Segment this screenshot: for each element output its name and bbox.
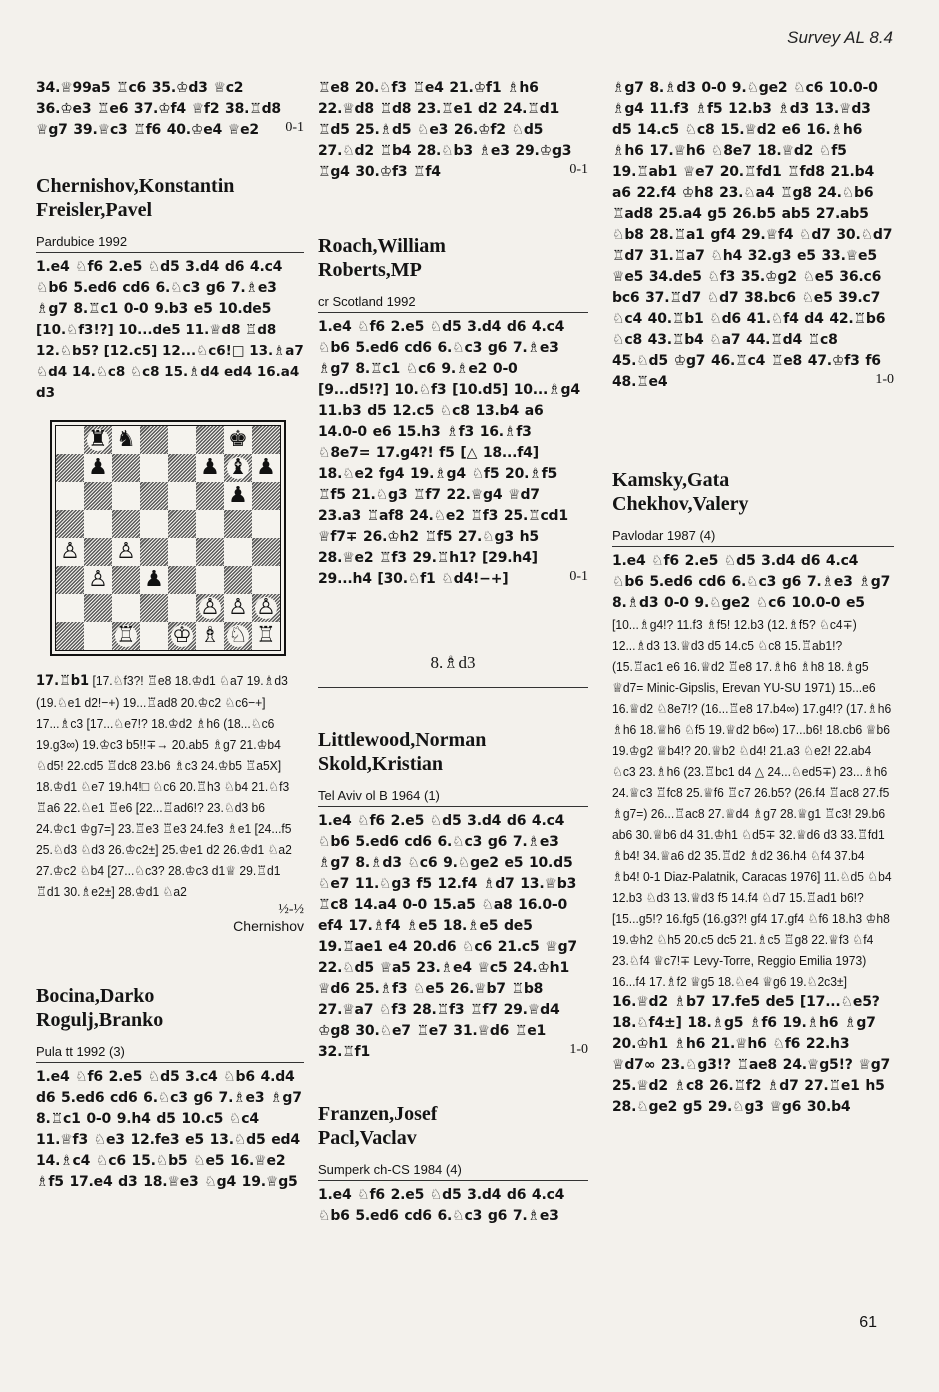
board-square — [140, 566, 168, 594]
board-square — [224, 510, 252, 538]
game-littlewood-skold — [318, 728, 588, 1058]
game-kamsky-chekhov — [612, 468, 894, 1118]
chess-piece: ♝ — [228, 455, 248, 480]
section-title: 8.♗d3 — [318, 653, 588, 688]
board-square — [196, 454, 224, 482]
players-heading: Kamsky,Gata Chekhov,Valery — [612, 469, 749, 515]
moves-text: 1.e4 ♘f6 2.e5 ♘d5 3.d4 d6 4.c4 ♘b6 5.ed6 cd6 6.♘c3 g6 7.♗e3 ♗g7 8.♖c1 ♘c6 9.♗e2 0-0 [9...d5!?] 10.♘f3 [10.d5] 10...♗g4 11.b3 d5 12.c5 ♘c8 13.b4 a6 14.0-0 e6 15.h3 ♗f3 16.♗f3 ♘8e7= 17.g4?! f5 [△ 18...f4] 18.♘e2 fg4 19.♗g4 ♘f5 20.♗f5 ♖f5 21.♘g3 ♖f7 22.♕g4 ♕d7 23.a3 ♖af8 24.♘e2 ♖f3 25.♖cd1 ♕f7∓ 26.♔h2 ♖f5 27.♘g3 h5 28.♕e2 ♖f3 29.♖h1? [29.h4] 29...h4 [30.♘f1 ♘d4!−+] — [318, 319, 580, 587]
chess-diagram — [50, 420, 286, 656]
event-line: Sumperk ch-CS 1984 (4) — [318, 1162, 588, 1181]
game-result: 0-1 — [569, 569, 588, 584]
board-square — [252, 566, 280, 594]
chess-piece: ♞ — [116, 427, 136, 452]
game-result: ½-½ — [278, 902, 304, 917]
players-heading: Littlewood,Norman Skold,Kristian — [318, 729, 487, 775]
board-square — [112, 622, 140, 650]
board-square — [140, 538, 168, 566]
chess-piece: ♟ — [200, 455, 220, 480]
board-square — [84, 482, 112, 510]
board-square — [196, 510, 224, 538]
board-square — [224, 426, 252, 454]
board-square — [168, 454, 196, 482]
chess-piece: ♙ — [256, 595, 276, 620]
chess-piece: ♖ — [116, 623, 136, 648]
players-heading: Bocina,Darko Rogulj,Branko — [36, 985, 164, 1031]
board-square — [196, 622, 224, 650]
players-heading: Franzen,Josef Pacl,Vaclav — [318, 1103, 438, 1149]
board-square — [84, 454, 112, 482]
board-square — [252, 454, 280, 482]
board-square — [196, 426, 224, 454]
board-square — [112, 482, 140, 510]
chess-piece: ♙ — [88, 567, 108, 592]
game-franzen-pacl — [318, 1102, 588, 1227]
board-square — [56, 594, 84, 622]
moves-text: 16.♕d2 ♗b7 17.fe5 de5 [17...♘e5? 18.♘f4±] 18.♗g5 ♗f6 19.♗h6 ♗g7 20.♔h1 ♗h6 21.♕h6 ♘f6 22.h3 ♕d7∞ 23.♘g3!? ♖ae8 24.♕g5!? ♕g7 25.♕d2 ♗c8 26.♖f2 ♗d7 27.♖e1 h5 28.♘ge2 g5 29.♘g3 ♕g6 30.b4 — [612, 994, 891, 1115]
continuation-result: 1-0 — [875, 372, 894, 387]
event-line: Pavlodar 1987 (4) — [612, 528, 894, 547]
notes-text: [10...♗g4!? 11.f3 ♗f5! 12.b3 (12.♗f5? ♘c4∓) 12...♗d3 13.♕d3 d5 14.c5 ♘c8 15.♖ab1!? (15.♖ac1 e6 16.♕d2 ♖e8 17.♗h6 ♗h8 18.♗g5 ♕d7= Minic-Gipslis, Erevan YU-SU 1971) 15...e6 16.♕d2 ♘8e7!? (16...♖e8 17.b4∞) 17.g4!? (17.♗h6 ♗h6 18.♕h6 ♘f5 19.♕d2 b6∞) 17...b6! 18.cb6 ♕b6 19.♔g2 ♕b4!? 20.♕b2 ♘d4! 21.a3 ♘e2! 22.ab4 ♘c3 23.♗h6 (23.♖bc1 d4 △ 24...♘ed5∓) 23...♗h6 24.♕c3 ♖fc8 25.♕f6 ♖c7 26.b5? (26.f4 ♖ac8 27.f5 ♗g7=) 26...♖ac8 27.♕d4 ♗g7 28.♕g1 ♖c3! 29.b6 ab6 30.♕b6 d4 31.♔h1 ♘d5∓ 32.♕d6 d3 33.♖fd1 ♗b4! 34.♕a6 d2 35.♖d2 ♗d2 36.h4 ♘f4 37.b4 ♗b4! 0-1 Diaz-Palatnik, Caracas 1976] 11.♘d5 ♘b4 12.b3 ♘d3 13.♕d3 f5 14.f4 ♘d7 15.♖ad1 b6!? — [612, 617, 892, 905]
notes-text — [36, 670, 303, 902]
board-square — [252, 622, 280, 650]
players-heading: Roach,William Roberts,MP — [318, 235, 446, 281]
board-square — [112, 566, 140, 594]
board-square — [196, 538, 224, 566]
board-square — [140, 594, 168, 622]
board-square — [196, 594, 224, 622]
board-square — [112, 594, 140, 622]
moves-text: 1.e4 ♘f6 2.e5 ♘d5 3.c4 ♘b6 4.d4 d6 5.ed6 cd6 6.♘c3 g6 7.♗e3 ♗g7 8.♖c1 0-0 9.h4 d5 10.c5 ♘c4 11.♕f3 ♘e3 12.fe3 e5 13.♘d5 ed4 14.♗c4 ♘c6 15.♘b5 ♘e5 16.♕e2 ♗f5 17.e4 d3 18.♕e3 ♘g4 19.♕g5 — [36, 1069, 302, 1190]
board-square — [84, 622, 112, 650]
chess-piece: ♙ — [116, 539, 136, 564]
event-line: Pardubice 1992 — [36, 234, 304, 253]
chess-piece: ♟ — [144, 567, 164, 592]
chess-piece: ♔ — [172, 623, 192, 648]
annotation-text: [17.♘f3?! ♖e8 18.♔d1 ♘a7 19.♗d3 (19.♘e1 d2!−+) 19...♖ad8 20.♔c2 ♘c6−+] 17...♗c3 [17...♘e7!? 18.♔d2 ♗h6 (18...♘c6 19.g3∞) 19.♔c3 b5!!∓→ 20.ab5 ♗g7 21.♔b4 ♘d5! 22.cd5 ♖dc8 23.b6 ♗c3 24.♔b5 ♖a5X] 18.♔d1 ♘e7 19.h4!□ ♘c6 20.♖h3 ♘b4 21.♘f3 ♖a6 22.♘e1 ♖e6 [22...♖ad6!? 23.♘d3 b6 24.♔c1 ♔g7=] 23.♖e3 ♖e3 24.fe3 ♗e1 [24...f5 25.♘d3 ♘d3 26.♔c2±] 25.♔e1 d2 26.♔d1 ♘a2 27.♔c2 ♘b4 [27...♘c3? 28.♔c3 d1♕ 29.♖d1 ♖d1 30.♗e2±] 28.♔d1 ♘a2 — [36, 673, 292, 899]
continuation-moves: ♗g7 8.♗d3 0-0 9.♘ge2 ♘c6 10.0-0 ♗g4 11.f3 ♗f5 12.b3 ♗d3 13.♕d3 d5 14.c5 ♘c8 15.♕d2 e6 16.♗h6 ♗h6 17.♕h6 ♘8e7 18.♕d2 ♘f5 19.♖ab1 ♕e7 20.♖fd1 ♖fd8 21.b4 a6 22.f4 ♔h8 23.♘a4 ♖g8 24.♘b6 ♖ad8 25.a4 g5 26.b5 ab5 27.ab5 ♘b8 28.♖a1 gf4 29.♕f4 ♘d7 30.♘d7 ♖d7 31.♖a7 ♘h4 32.g3 e5 33.♕e5 ♕e5 34.de5 ♘f3 35.♔g2 ♘e5 36.c6 bc6 37.♖d7 ♘d7 38.bc6 ♘e5 39.c7 ♘c4 40.♖b1 ♘d6 41.♘f4 d4 42.♖b6 ♘c8 43.♖b4 ♘a7 44.♖d4 ♖c8 45.♘d5 ♔g7 46.♖c4 ♖e8 47.♔f3 f6 48.♖e4 — [612, 80, 893, 390]
board-square — [252, 426, 280, 454]
board-square — [56, 426, 84, 454]
notes-text: [15...g5!? 16.fg5 (16.g3?! gf4 17.gf4 ♘f6 18.h3 ♔h8 19.♔h2 ♘h5 20.c5 dc5 21.♗c5 ♖g8 22.♕f3 ♘f4 23.♘f4 ♕c7!∓ Levy-Torre, Reggio Emilia 1973) 16...f4 17.♗f2 ♕g5 18.♘e4 ♕g6 19.♘2c3±] — [612, 911, 890, 989]
players-heading: Chernishov,Konstantin Freisler,Pavel — [36, 175, 235, 221]
chess-piece: ♟ — [88, 455, 108, 480]
board-square — [84, 426, 112, 454]
board-square — [112, 454, 140, 482]
chess-piece: ♘ — [228, 623, 248, 648]
move-text: 17.♖b1 — [36, 673, 90, 689]
board-square — [224, 538, 252, 566]
board-square — [84, 538, 112, 566]
continuation-result: 0-1 — [285, 120, 304, 135]
board-square — [168, 622, 196, 650]
board-square — [56, 566, 84, 594]
annotator-name: Chernishov — [233, 918, 304, 934]
board-square — [140, 510, 168, 538]
event-line: Pula tt 1992 (3) — [36, 1044, 304, 1063]
continuation-moves: ♖e8 20.♘f3 ♖e4 21.♔f1 ♗h6 22.♕d8 ♖d8 23.♖e1 d2 24.♖d1 ♖d5 25.♗d5 ♘e3 26.♔f2 ♘d5 27.♘d2 ♖b4 28.♘b3 ♗e3 29.♔g3 ♖g4 30.♔f3 ♖f4 — [318, 80, 572, 180]
moves-text: 1.e4 ♘f6 2.e5 ♘d5 3.d4 d6 4.c4 ♘b6 5.ed6 cd6 6.♘c3 g6 7.♗e3 — [318, 1187, 565, 1224]
board-square — [56, 622, 84, 650]
continuation-block — [36, 78, 304, 141]
board-square — [140, 454, 168, 482]
chess-piece: ♟ — [256, 455, 276, 480]
chess-board — [55, 425, 281, 651]
column-3 — [612, 78, 894, 1118]
board-square — [168, 538, 196, 566]
chess-piece: ♟ — [228, 483, 248, 508]
moves-text: 1.e4 ♘f6 2.e5 ♘d5 3.d4 d6 4.c4 ♘b6 5.ed6 cd6 6.♘c3 g6 7.♗e3 ♗g7 8.♗d3 ♘c6 9.♘ge2 e5 10.d5 ♘e7 11.♘g3 f5 12.f4 ♗d7 13.♕b3 ♖c8 14.a4 0-0 15.a5 ♘a8 16.0-0 ef4 17.♗f4 ♗e5 18.♗e5 de5 19.♖ae1 e4 20.d6 ♘c6 21.c5 ♕g7 22.♘d5 ♕a5 23.♗e4 ♕c5 24.♔h1 ♕d6 25.♗f3 ♘e5 26.♕b7 ♖b8 27.♕a7 ♘f3 28.♖f3 ♖f7 29.♕d4 ♔g8 30.♘e7 ♖e7 31.♕d6 ♖e1 32.♖f1 — [318, 813, 577, 1060]
chess-piece: ♜ — [88, 427, 108, 452]
board-square — [224, 454, 252, 482]
board-square — [56, 538, 84, 566]
game-chernishov-freisler — [36, 174, 304, 934]
board-square — [168, 510, 196, 538]
board-square — [168, 482, 196, 510]
board-square — [112, 538, 140, 566]
board-square — [168, 566, 196, 594]
board-square — [56, 482, 84, 510]
board-square — [252, 482, 280, 510]
chess-piece: ♗ — [200, 623, 220, 648]
moves-text: 1.e4 ♘f6 2.e5 ♘d5 3.d4 d6 4.c4 ♘b6 5.ed6 cd6 6.♘c3 g6 7.♗e3 ♗g7 8.♖c1 0-0 9.b3 e5 10.de5 — [36, 259, 283, 317]
chess-piece: ♖ — [256, 623, 276, 648]
board-square — [224, 594, 252, 622]
column-1 — [36, 78, 304, 1193]
board-square — [252, 510, 280, 538]
board-square — [224, 482, 252, 510]
board-square — [84, 594, 112, 622]
board-square — [252, 538, 280, 566]
chess-piece: ♙ — [200, 595, 220, 620]
board-square — [84, 510, 112, 538]
chess-piece: ♙ — [60, 539, 80, 564]
chess-piece: ♚ — [228, 427, 248, 452]
page-number: 61 — [859, 1314, 877, 1331]
event-line: Tel Aviv ol B 1964 (1) — [318, 788, 588, 807]
board-square — [196, 482, 224, 510]
chess-piece: ♙ — [228, 595, 248, 620]
board-square — [140, 622, 168, 650]
moves-text: 1.e4 ♘f6 2.e5 ♘d5 3.d4 d6 4.c4 ♘b6 5.ed6 cd6 6.♘c3 g6 7.♗e3 ♗g7 8.♗d3 0-0 9.♘ge2 ♘c6 10.0-0 e5 — [612, 553, 891, 611]
board-square — [140, 482, 168, 510]
board-square — [196, 566, 224, 594]
column-2 — [318, 78, 588, 1227]
board-square — [168, 594, 196, 622]
continuation-result: 0-1 — [569, 162, 588, 177]
game-roach-roberts — [318, 234, 588, 585]
game-result: 1-0 — [569, 1042, 588, 1057]
board-square — [140, 426, 168, 454]
board-square — [252, 594, 280, 622]
board-square — [224, 566, 252, 594]
continuation-moves: 34.♕99a5 ♖c6 35.♔d3 ♕c2 36.♔e3 ♖e6 37.♔f4 ♕f2 38.♖d8 ♕g7 39.♕c3 ♖f6 40.♔e4 ♕e2 — [36, 80, 281, 138]
board-square — [84, 566, 112, 594]
board-square — [56, 454, 84, 482]
game-bocina-rogulj — [36, 984, 304, 1193]
running-header: Survey AL 8.4 — [787, 28, 893, 47]
board-square — [224, 622, 252, 650]
board-square — [112, 510, 140, 538]
board-square — [56, 510, 84, 538]
notes-text: [10.♘f3!?] 10...de5 11.♕d8 ♖d8 12.♘b5? [12.c5] 12...♘c6!□ 13.♗a7 ♘d4 14.♘c8 ♘c8 15.♗d4 ed4 16.a4 d3 — [36, 322, 304, 401]
event-line: cr Scotland 1992 — [318, 294, 588, 313]
board-square — [168, 426, 196, 454]
board-square — [112, 426, 140, 454]
